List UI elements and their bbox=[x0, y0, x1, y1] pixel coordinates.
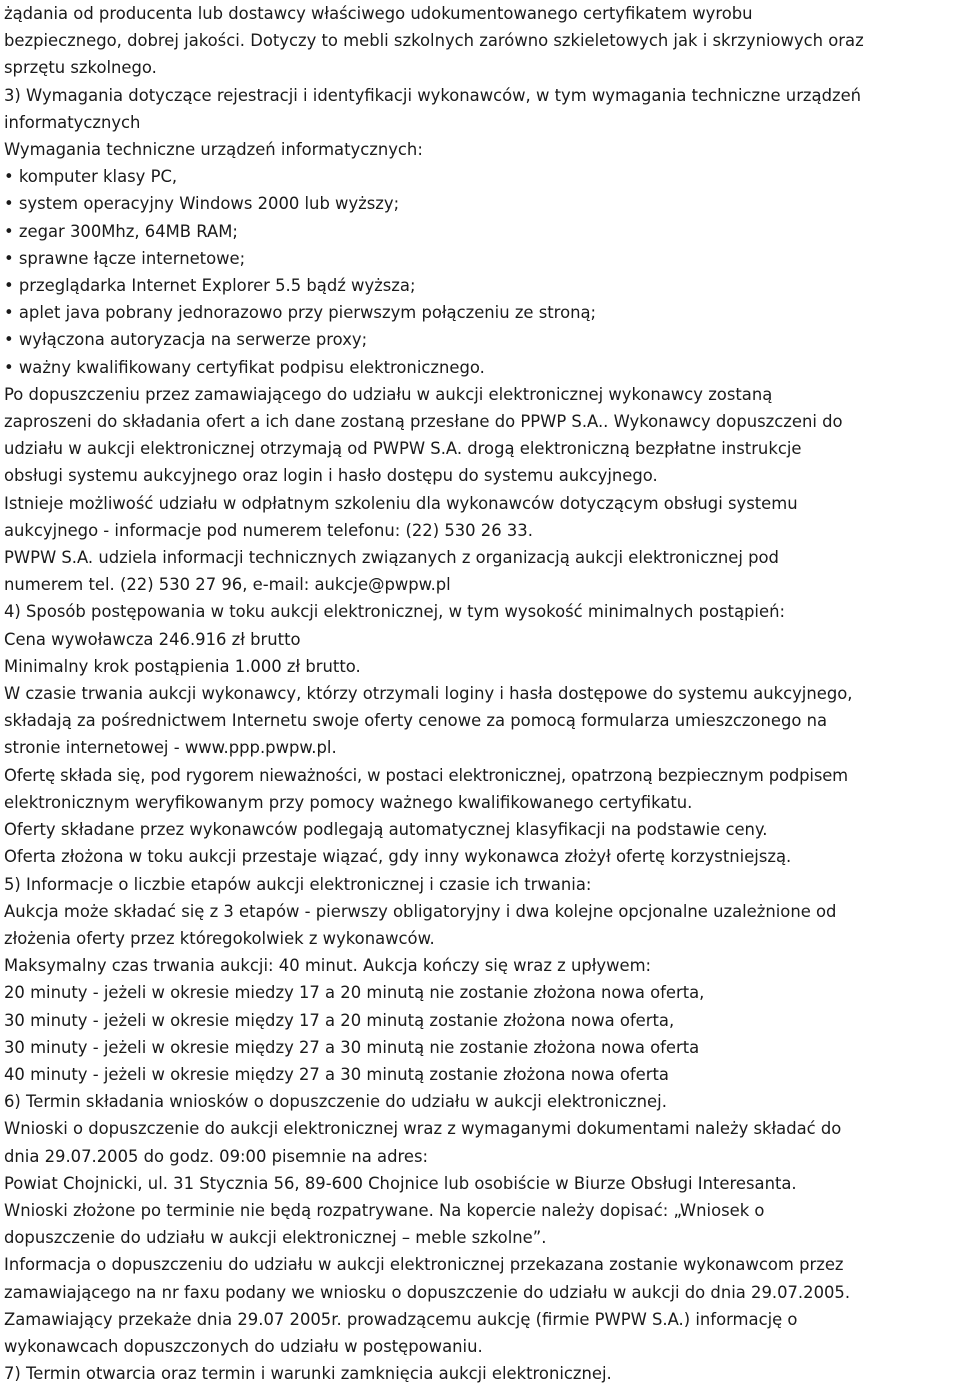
text-line: Informacja o dopuszczeniu do udziału w aukcji elektronicznej przekazana zostanie wykonawcom przez bbox=[4, 1255, 844, 1275]
text-line: informatycznych bbox=[4, 112, 141, 132]
text-line: Oferty składane przez wykonawców podlegają automatycznej klasyfikacji na podstawie ceny. bbox=[4, 820, 768, 840]
bullet-item: • ważny kwalifikowany certyfikat podpisu elektronicznego. bbox=[4, 357, 485, 377]
bullet-item: • przeglądarka Internet Explorer 5.5 bądź wyższa; bbox=[4, 276, 416, 296]
text-line: Wnioski złożone po terminie nie będą rozpatrywane. Na kopercie należy dopisać: „Wniosek o bbox=[4, 1200, 765, 1220]
text-line: sprzętu szkolnego. bbox=[4, 58, 157, 78]
section-heading-3: 3) Wymagania dotyczące rejestracji i identyfikacji wykonawców, w tym wymagania techniczne urządzeń bbox=[4, 85, 862, 105]
text-line: zamawiającego na nr faxu podany we wniosku o dopuszczenie do udziału w aukcji do dnia 29.07.2005. bbox=[4, 1282, 851, 1302]
text-line: Istnieje możliwość udziału w odpłatnym szkoleniu dla wykonawców dotyczącym obsługi systemu bbox=[4, 493, 798, 513]
text-line: wykonawcach dopuszczonych do udziału w postępowaniu. bbox=[4, 1336, 483, 1356]
text-line: Oferta złożona w toku aukcji przestaje wiązać, gdy inny wykonawca złożył ofertę korzystniejszą. bbox=[4, 847, 792, 867]
text-line: Cena wywoławcza 246.916 zł brutto bbox=[4, 629, 301, 649]
text-line: Wnioski o dopuszczenie do aukcji elektronicznej wraz z wymaganymi dokumentami należy składać do bbox=[4, 1119, 842, 1139]
text-line: obsługi systemu aukcyjnego oraz login i hasło dostępu do systemu aukcyjnego. bbox=[4, 466, 658, 486]
text-line: Aukcja może składać się z 3 etapów - pierwszy obligatoryjny i dwa kolejne opcjonalne uzależnione od bbox=[4, 901, 837, 921]
section-heading-5: 5) Informacje o liczbie etapów aukcji elektronicznej i czasie ich trwania: bbox=[4, 874, 592, 894]
text-line: składają za pośrednictwem Internetu swoje oferty cenowe za pomocą formularza umieszczonego na bbox=[4, 711, 828, 731]
section-heading-7: 7) Termin otwarcia oraz termin i warunki zamknięcia aukcji elektronicznej. bbox=[4, 1364, 612, 1384]
text-line: 30 minuty - jeżeli w okresie między 17 a 20 minutą zostanie złożona nowa oferta, bbox=[4, 1010, 675, 1030]
text-line: numerem tel. (22) 530 27 96, e-mail: aukcje@pwpw.pl bbox=[4, 575, 451, 595]
text-line: Minimalny krok postąpienia 1.000 zł brutto. bbox=[4, 656, 361, 676]
text-line: PWPW S.A. udziela informacji technicznych związanych z organizacją aukcji elektronicznej pod bbox=[4, 548, 779, 568]
bullet-item: • aplet java pobrany jednorazowo przy pierwszym połączeniu ze stroną; bbox=[4, 303, 597, 323]
text-line: Powiat Chojnicki, ul. 31 Stycznia 56, 89-600 Chojnice lub osobiście w Biurze Obsługi Interesanta. bbox=[4, 1173, 797, 1193]
text-line: 30 minuty - jeżeli w okresie między 27 a 30 minutą nie zostanie złożona nowa oferta bbox=[4, 1037, 700, 1057]
text-line: zaproszeni do składania ofert a ich dane zostaną przesłane do PPWP S.A.. Wykonawcy dopuszczeni do bbox=[4, 412, 843, 432]
text-line: Maksymalny czas trwania aukcji: 40 minut. Aukcja kończy się wraz z upływem: bbox=[4, 956, 652, 976]
text-line: 20 minuty - jeżeli w okresie miedzy 17 a 20 minutą nie zostanie złożona nowa oferta, bbox=[4, 983, 705, 1003]
text-line: Po dopuszczeniu przez zamawiającego do udziału w aukcji elektronicznej wykonawcy zostaną bbox=[4, 384, 773, 404]
text-line: bezpiecznego, dobrej jakości. Dotyczy to mebli szkolnych zarówno szkieletowych jak i skrzyniowych oraz bbox=[4, 31, 864, 51]
text-line: 40 minuty - jeżeli w okresie między 27 a 30 minutą zostanie złożona nowa oferta bbox=[4, 1064, 669, 1084]
bullet-item: • sprawne łącze internetowe; bbox=[4, 248, 246, 268]
text-line: żądania od producenta lub dostawcy właściwego udokumentowanego certyfikatem wyrobu bbox=[4, 4, 753, 23]
bullet-item: • zegar 300Mhz, 64MB RAM; bbox=[4, 221, 238, 241]
text-line: aukcyjnego - informacje pod numerem telefonu: (22) 530 26 33. bbox=[4, 520, 533, 540]
bullet-item: • komputer klasy PC, bbox=[4, 167, 178, 187]
text-line: dopuszczenie do udziału w aukcji elektronicznej – meble szkolne”. bbox=[4, 1228, 547, 1248]
text-line: Zamawiający przekaże dnia 29.07 2005r. prowadzącemu aukcję (firmie PWPW S.A.) informację o bbox=[4, 1309, 798, 1329]
text-line: złożenia oferty przez któregokolwiek z wykonawców. bbox=[4, 928, 435, 948]
bullet-item: • wyłączona autoryzacja na serwerze proxy; bbox=[4, 330, 368, 350]
bullet-item: • system operacyjny Windows 2000 lub wyższy; bbox=[4, 194, 400, 214]
text-line: elektronicznym weryfikowanym przy pomocy ważnego kwalifikowanego certyfikatu. bbox=[4, 792, 693, 812]
section-heading-4: 4) Sposób postępowania w toku aukcji elektronicznej, w tym wysokość minimalnych postąpień: bbox=[4, 602, 785, 622]
text-line: Wymagania techniczne urządzeń informatycznych: bbox=[4, 140, 423, 160]
text-line: stronie internetowej - www.ppp.pwpw.pl. bbox=[4, 738, 337, 758]
text-line: dnia 29.07.2005 do godz. 09:00 pisemnie na adres: bbox=[4, 1146, 429, 1166]
text-line: W czasie trwania aukcji wykonawcy, którzy otrzymali loginy i hasła dostępowe do systemu aukcyjnego, bbox=[4, 684, 853, 704]
text-line: udziału w aukcji elektronicznej otrzymają od PWPW S.A. drogą elektroniczną bezpłatne instrukcje bbox=[4, 439, 802, 459]
text-line: Ofertę składa się, pod rygorem nieważności, w postaci elektronicznej, opatrzoną bezpiecznym podpisem bbox=[4, 765, 848, 785]
section-heading-6: 6) Termin składania wniosków o dopuszczenie do udziału w aukcji elektronicznej. bbox=[4, 1092, 667, 1112]
